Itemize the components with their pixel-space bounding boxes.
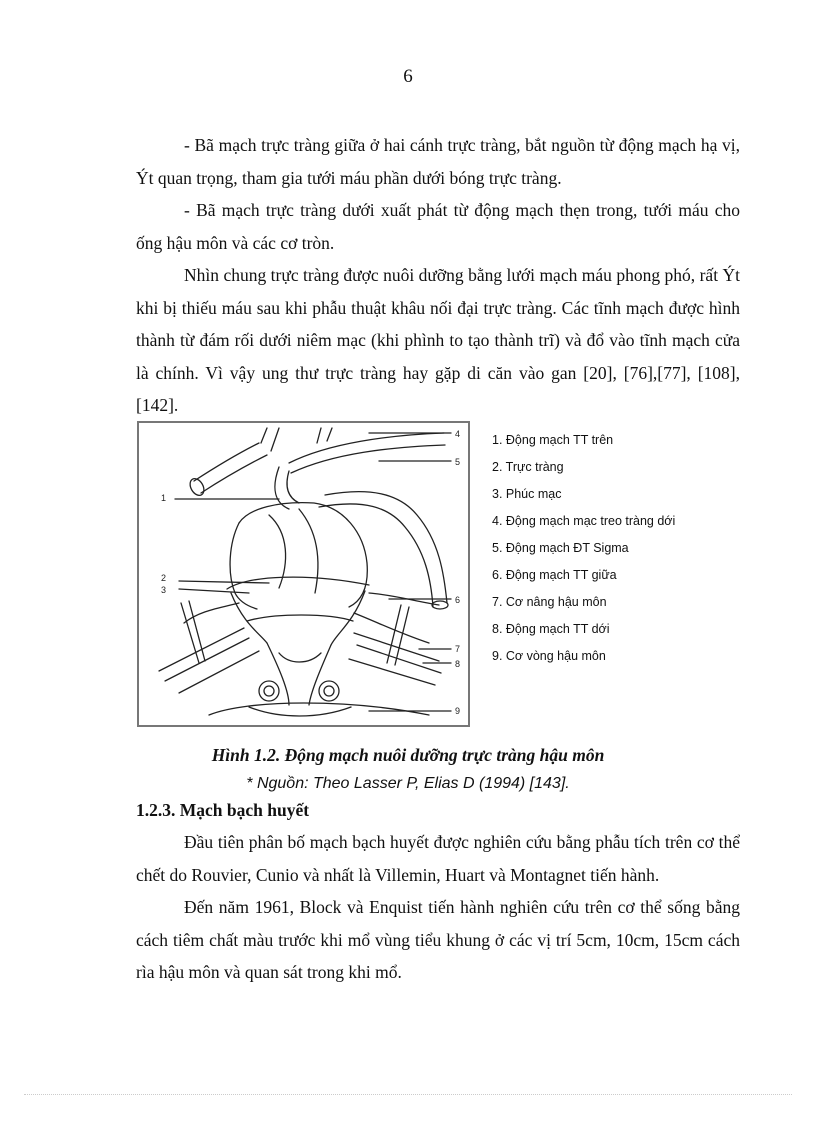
figure-caption: Hình 1.2. Động mạch nuôi dưỡng trực tràng hậu môn bbox=[211, 745, 605, 765]
diagram-label-2: 2 bbox=[161, 573, 167, 583]
legend-item: 2. Trực tràng bbox=[492, 460, 564, 474]
legend-item: 8. Động mạch TT dới bbox=[492, 622, 610, 636]
legend-item: 3. Phúc mạc bbox=[492, 487, 562, 501]
paragraph-block-enquist: Đến năm 1961, Block và Enquist tiến hành nghiên cứu trên cơ thể sống bằng cách tiêm chất màu trước khi mổ vùng tiểu khung ở các vị trí 5cm, 10cm, 15cm cách rìa hậu môn và quan sát trong khi mổ. bbox=[136, 897, 740, 982]
diagram-label-6: 6 bbox=[455, 595, 461, 605]
page-footer-divider bbox=[24, 1094, 792, 1095]
legend-item: 4. Động mạch mạc treo tràng dới bbox=[492, 514, 676, 528]
figure-source: * Nguồn: Theo Lasser P, Elias D (1994) [143]. bbox=[246, 775, 570, 792]
paragraph-inferior-rectal-artery: - Bã mạch trực tràng dưới xuất phát từ động mạch thẹn trong, tưới máu cho ống hậu môn và các cơ tròn. bbox=[136, 200, 740, 253]
legend-item: 7. Cơ nâng hậu môn bbox=[492, 595, 607, 609]
figure-diagram bbox=[137, 421, 470, 727]
diagram-label-8: 8 bbox=[455, 659, 461, 669]
diagram-label-1: 1 bbox=[161, 493, 167, 503]
page-number: 6 bbox=[403, 66, 413, 87]
legend-item: 9. Cơ vòng hậu môn bbox=[492, 649, 606, 663]
diagram-label-5: 5 bbox=[455, 457, 461, 467]
paragraph-blood-supply-summary: Nhìn chung trực tràng được nuôi dưỡng bằng lưới mạch máu phong phó, rất Ýt khi bị thiếu máu sau khi phẫu thuật khâu nối đại trực tràng. Các tĩnh mạch được hình thành từ đám rối dưới niêm mạc (khi phình to tạo thành trĩ) và đổ vào tĩnh mạch cửa là chính. Vì vậy ung thư trực tràng hay gặp di căn vào gan [20], [76],[77], [108],[142]. bbox=[136, 265, 740, 415]
diagram-label-4: 4 bbox=[455, 429, 461, 439]
diagram-label-7: 7 bbox=[455, 644, 461, 654]
legend-item: 5. Động mạch ĐT Sigma bbox=[492, 541, 629, 555]
section-heading: 1.2.3. Mạch bạch huyết bbox=[136, 800, 310, 820]
paragraph-lymphatic-history: Đầu tiên phân bố mạch bạch huyết được nghiên cứu bằng phẫu tích trên cơ thể chết do Rouvier, Cunio và nhất là Villemin, Huart và Montagnet tiến hành. bbox=[136, 832, 740, 885]
legend-item: 6. Động mạch TT giữa bbox=[492, 568, 617, 582]
diagram-label-9: 9 bbox=[455, 706, 461, 716]
rectal-artery-illustration bbox=[139, 423, 468, 725]
legend-item: 1. Động mạch TT trên bbox=[492, 433, 614, 447]
paragraph-middle-rectal-artery: - Bã mạch trực tràng giữa ở hai cánh trực tràng, bắt nguồn từ động mạch hạ vị, Ýt quan trọng, tham gia tưới máu phần dưới bóng trực tràng. bbox=[136, 135, 740, 188]
diagram-label-3: 3 bbox=[161, 585, 167, 595]
figure-legend bbox=[492, 429, 675, 672]
